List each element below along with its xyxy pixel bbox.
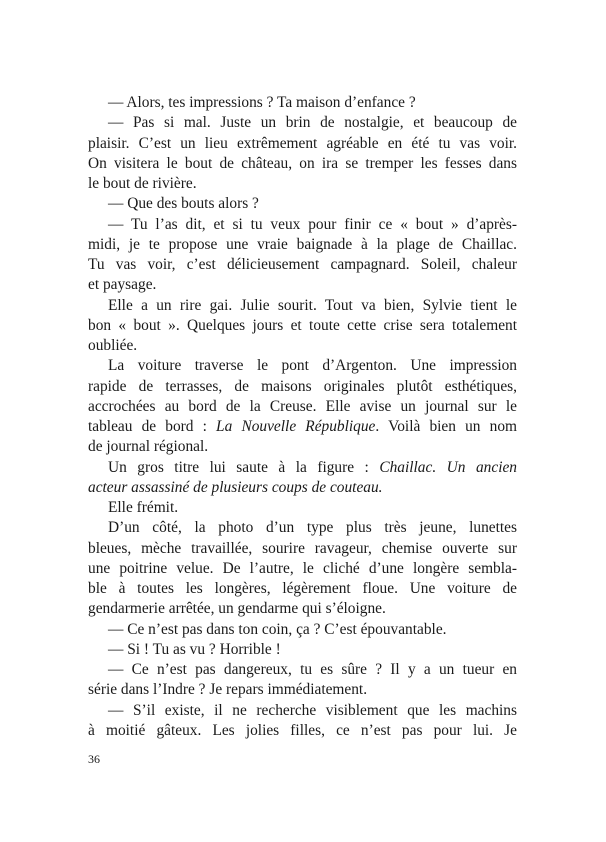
line-text: — Tu l’as dit, et si tu veux pour finir ce « bout » d’après-	[108, 215, 517, 233]
italic-text: Chaillac. Un ancien	[379, 458, 517, 476]
text-line	[88, 235, 517, 255]
line-text: D’un côté, la photo d’un type plus très jeune, lunettes	[108, 519, 517, 537]
text-line	[88, 640, 517, 660]
text-line	[88, 356, 517, 376]
line-text: La voiture traverse le pont d’Argenton. Une impression	[108, 357, 517, 375]
text-line	[88, 458, 517, 478]
line-text: — Pas si mal. Juste un brin de nostalgie, et beaucoup de	[108, 114, 517, 132]
line-text: Elle frémit.	[108, 499, 179, 516]
line-text: Elle a un rire gai. Julie sourit. Tout va bien, Sylvie tient le	[108, 296, 517, 314]
text-line	[88, 174, 517, 194]
page-number: 36	[88, 752, 100, 766]
text-line	[88, 215, 517, 235]
text-line	[88, 275, 517, 295]
line-text: — Si ! Tu as vu ? Horrible !	[108, 640, 281, 658]
text-line	[88, 154, 517, 174]
text-line	[88, 397, 517, 417]
italic-text: La Nouvelle République	[216, 418, 376, 435]
line-text: une poitrine velue. De l’autre, le cliché d’une longère sembla-	[88, 559, 517, 577]
line-text: bleues, mèche travaillée, sourire ravageur, chemise ouverte sur	[88, 539, 517, 557]
line-text: et paysage.	[88, 276, 157, 294]
line-text: ble à toutes les longères, légèrement floue. Une voiture de	[88, 580, 517, 597]
text-line	[88, 579, 517, 599]
line-text: oubliée.	[88, 337, 138, 354]
text-line	[88, 660, 517, 680]
line-text: accrochées au bord de la Creuse. Elle avise un journal sur le	[88, 397, 517, 415]
line-text: — Ce n’est pas dangereux, tu es sûre ? Il y a un tueur en	[108, 661, 517, 678]
text-line	[88, 559, 517, 579]
line-text: plaisir. C’est un lieu extrêmement agréable en été tu vas voir.	[88, 134, 517, 152]
line-text: rapide de terrasses, de maisons originales plutôt esthétiques,	[88, 377, 517, 395]
line-text: Un gros titre lui saute à la figure :	[108, 458, 380, 476]
line-text: — S’il existe, il ne recherche visiblement que les machins	[108, 701, 517, 719]
text-line	[88, 134, 517, 154]
line-text: midi, je te propose une vraie baignade à la plage de Chaillac.	[88, 235, 517, 253]
text-line	[88, 680, 517, 700]
text-line	[88, 539, 517, 559]
line-text: gendarmerie arrêtée, un gendarme qui s’éloigne.	[88, 600, 386, 618]
text-line	[88, 620, 517, 640]
text-line	[88, 518, 517, 538]
text-line	[88, 255, 517, 275]
text-line	[88, 336, 517, 356]
text-line	[88, 93, 517, 113]
line-text: — Alors, tes impressions ? Ta maison d’enfance ?	[108, 94, 416, 111]
line-text: On visitera le bout de château, on ira se tremper les fesses dans	[88, 154, 517, 172]
line-text: à moitié gâteux. Les jolies filles, ce n’est pas pour lui. Je	[88, 721, 517, 739]
text-line	[88, 417, 517, 437]
line-text: tableau de bord :	[88, 418, 217, 435]
line-text: le bout de rivière.	[88, 175, 197, 192]
text-line	[88, 721, 517, 741]
text-line	[88, 437, 517, 457]
line-text: — Ce n’est pas dans ton coin, ça ? C’est épouvantable.	[108, 620, 447, 638]
text-line	[88, 316, 517, 336]
text-line	[88, 377, 517, 397]
italic-text: acteur assassiné de plusieurs coups de couteau.	[88, 478, 383, 496]
line-text: Tu vas voir, c’est délicieusement campagnard. Soleil, chaleur	[88, 256, 517, 273]
text-line	[88, 194, 517, 214]
text-line	[88, 599, 517, 619]
text-line	[88, 296, 517, 316]
line-text: série dans l’Indre ? Je repars immédiatement.	[88, 681, 368, 699]
text-line	[88, 478, 517, 498]
text-line	[88, 498, 517, 518]
line-text: — Que des bouts alors ?	[108, 195, 259, 213]
page-body	[88, 93, 517, 741]
text-line	[88, 701, 517, 721]
line-text: bon « bout ». Quelques jours et toute cette crise sera totalement	[88, 316, 517, 334]
line-text: . Voilà bien un nom	[375, 418, 517, 435]
text-line	[88, 113, 517, 133]
line-text: de journal régional.	[88, 438, 209, 456]
